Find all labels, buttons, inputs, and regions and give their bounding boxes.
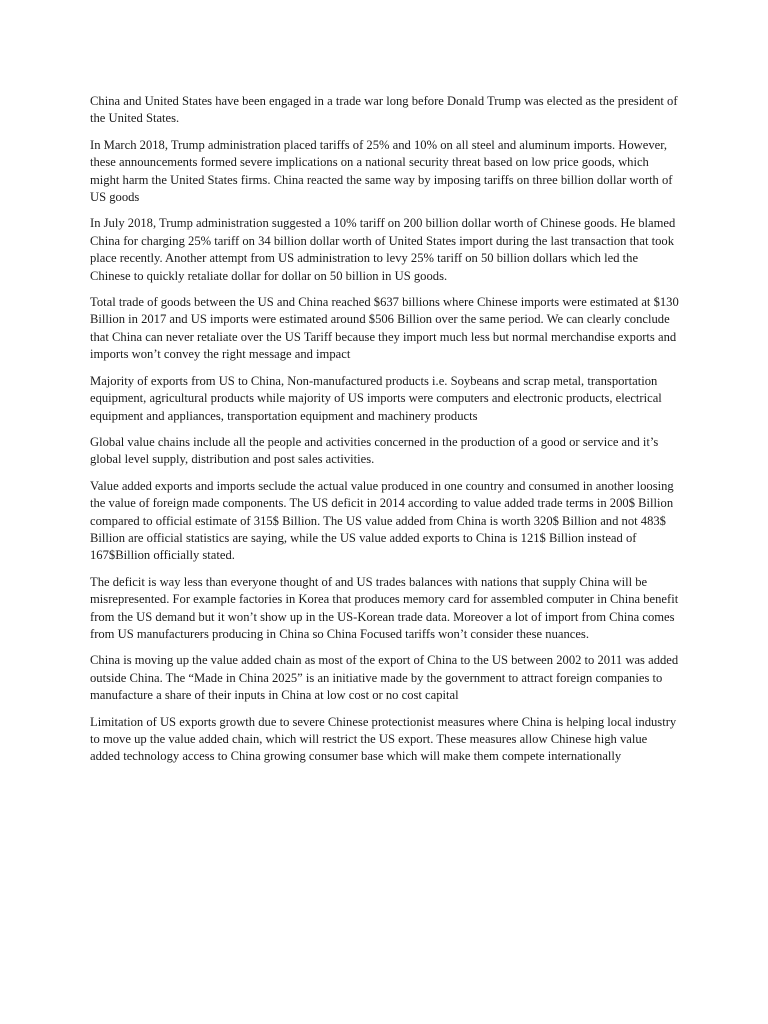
paragraph-total-trade: Total trade of goods between the US and China reached $637 billions where Chinese imports were estimated at $130 Billion in 2017 and US imports were estimated around $506 Billion over the same period. We can clearly conclude that China can never retaliate over the US Tariff because they import much less but normal merchandise exports and imports won’t convey the right message and impact xyxy=(90,295,679,362)
paragraph-value-added: Value added exports and imports seclude the actual value produced in one country and consumed in another loosing the value of foreign made components. The US deficit in 2014 according to value added trade terms in 200$ Billion compared to official estimate of 315$ Billion. The US value added from China is worth 320$ Billion and not 483$ Billion are official statistics are saying, while the US value added exports to China is 121$ Billion instead of 167$Billion officially stated. xyxy=(90,478,674,563)
paragraph-deficit: The deficit is way less than everyone thought of and US trades balances with nations that supply China will be misrepresented. For example factories in Korea that produces memory card for assembled computer in China benefit from the US demand but it won’t show up in the US-Korean trade data. Moreover a lot of import from China comes from US manufacturers producing in China so China Focused tariffs won’t consider these nuances. xyxy=(90,574,679,641)
document-body xyxy=(90,93,680,775)
paragraph-global-value-chains: Global value chains include all the people and activities concerned in the production of a good or service and it’s global level supply, distribution and post sales activities. xyxy=(90,434,659,467)
paragraph-intro: China and United States have been engaged in a trade war long before Donald Trump was elected as the president of the United States. xyxy=(90,94,678,126)
paragraph-exports-imports: Majority of exports from US to China, Non-manufactured products i.e. Soybeans and scrap metal, transportation equipment, agricultural products while majority of US imports were computers and electronic products, electrical equipment and appliances, transportation equipment and machinery products xyxy=(90,373,662,423)
paragraph-made-in-china: China is moving up the value added chain as most of the export of China to the US between 2002 to 2011 was added outside China. The “Made in China 2025” is an initiative made by the government to attract foreign companies to manufacture a share of their inputs in China at low cost or no cost capital xyxy=(90,653,679,703)
paragraph-july-2018-tariffs: In July 2018, Trump administration suggested a 10% tariff on 200 billion dollar worth of Chinese goods. He blamed China for charging 25% tariff on 34 billion dollar worth of United States import during the last transaction that took place recently. Another attempt from US administration to levy 25% tariff on 50 billion dollars which led the Chinese to quickly retaliate dollar for dollar on 50 billion in US goods. xyxy=(90,216,676,283)
paragraph-limitation: Limitation of US exports growth due to severe Chinese protectionist measures where China is helping local industry to move up the value added chain, which will restrict the US export. These measures allow Chinese high value added technology access to China growing consumer base which will make them compete internationally xyxy=(90,714,677,764)
paragraph-march-2018-tariffs: In March 2018, Trump administration placed tariffs of 25% and 10% on all steel and aluminum imports. However, these announcements formed severe implications on a national security threat based on low price goods, which might harm the United States firms. China reacted the same way by imposing tariffs on three billion dollar worth of US goods xyxy=(90,137,673,205)
